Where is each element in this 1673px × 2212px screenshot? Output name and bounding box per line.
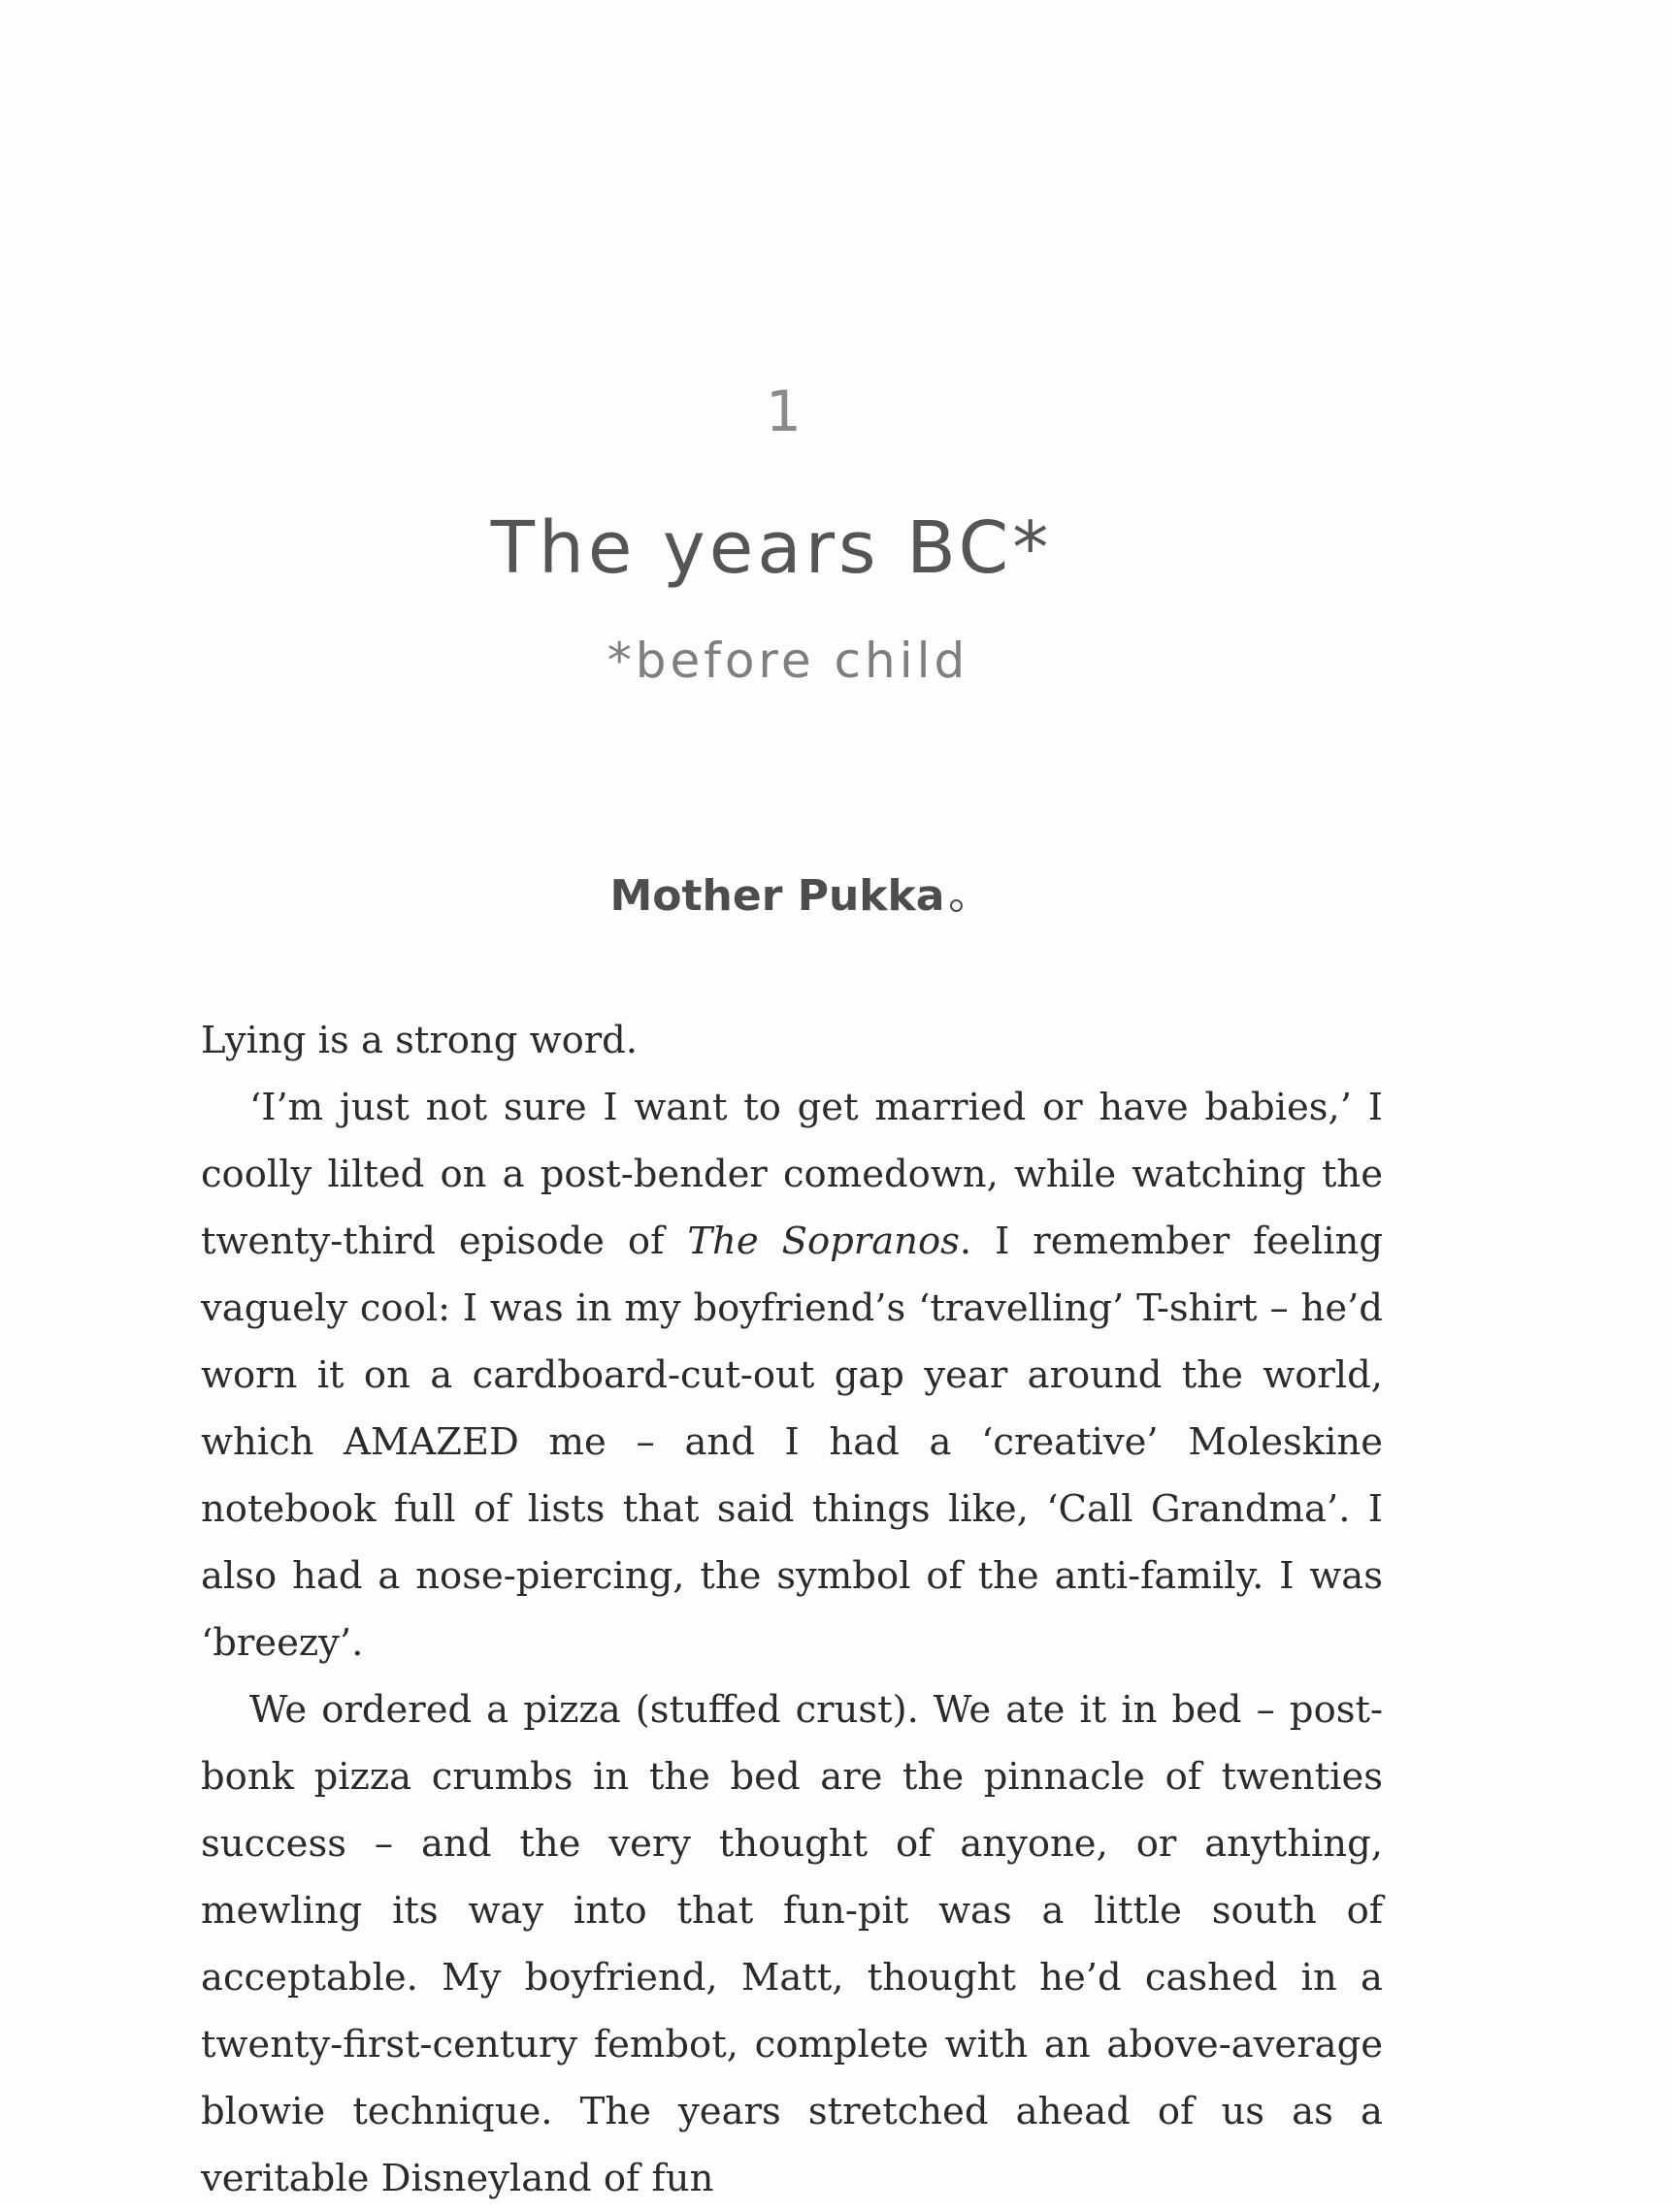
show-title: The Sopranos [687,1220,960,1263]
paragraph-2-text-b: . I remember feeling vaguely cool: I was in my boyfriend’s ‘travelling’ T-shirt – he’d worn it on a cardboard-cut-out gap year around the world, which AMAZED me – and I had a ‘creative’ Moleskine notebook full of lists that said things like, ‘Call Grandma’. I also had a nose-piercing, the symbol of the anti-family. I was ‘breezy’. [201,1220,1383,1665]
section-brand-heading [0,871,1572,921]
paragraph-2 [201,1074,1383,1676]
brand-dot-icon [950,899,963,912]
paragraph-2-text-a: ‘I’m just not sure I want to get married or have babies,’ I coolly lilted on a post-bender comedown, while watching the twenty-third episode of [201,1086,1383,1263]
chapter-subtitle: *before child [607,633,969,689]
brand-name: Mother Pukka [609,871,945,921]
paragraph-1: Lying is a strong word. [201,1019,639,1062]
body-text [201,1007,1383,2212]
chapter-title: The years BC* [490,506,1053,590]
chapter-number: 1 [766,378,803,444]
paragraph-3: We ordered a pizza (stuffed crust). We ate it in bed – post-bonk pizza crumbs in the bed are the pinnacle of twenties success – and the very thought of anyone, or anything, mewling its way into that fun-pit was a little south of acceptable. My boyfriend, Matt, thought he’d cashed in a twenty-first-century fembot, complete with an above-average blowie technique. The years stretched ahead of us as a veritable Disneyland of fun [201,1688,1383,2200]
